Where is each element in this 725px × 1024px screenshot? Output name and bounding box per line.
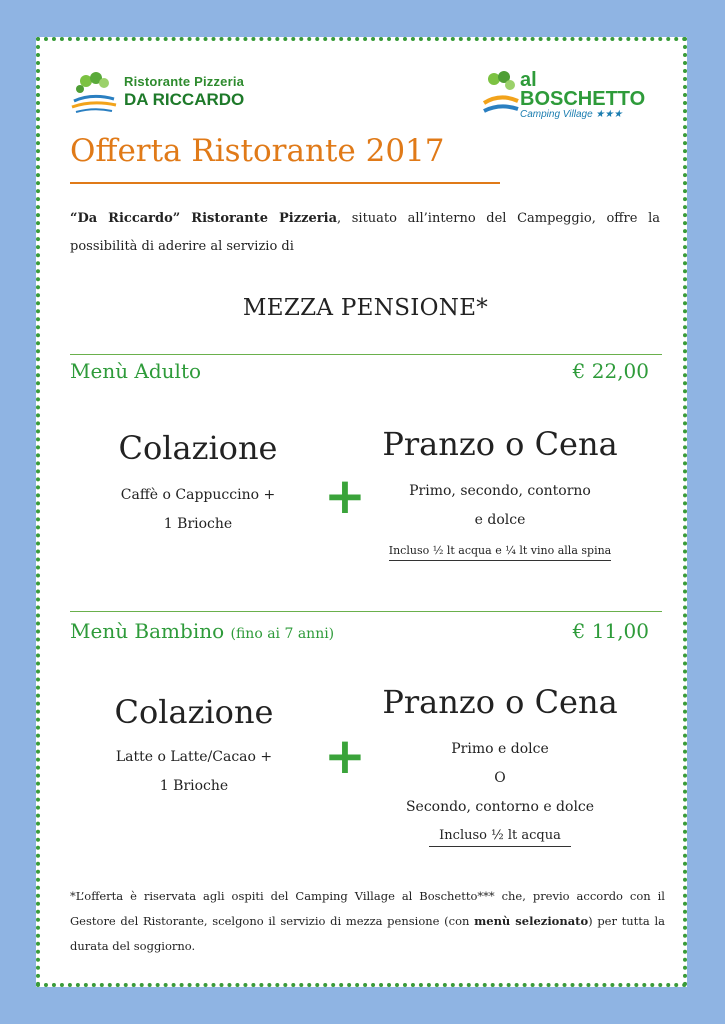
menu-adult-title: Menù Adulto	[70, 359, 202, 383]
footer-text-2: ) per tutta la durata del soggiorno.	[70, 914, 665, 953]
footer-text-1: *L’offerta è riservata agli ospiti del Camping Village al Boschetto*** che, previo accordo con il Gestore del Ristorante, scelgono il servizio di mezza pensione (con	[70, 889, 665, 928]
da-riccardo-logo-text	[124, 74, 244, 110]
logo-left-line1: Ristorante Pizzeria	[124, 74, 245, 89]
menu-child-price: € 11,00	[572, 619, 649, 643]
adult-pranzo-line2: e dolce	[474, 512, 526, 528]
logo-right-line2: BOSCHETTO	[520, 88, 646, 110]
child-pranzo-note: Incluso ½ lt acqua	[429, 828, 571, 847]
child-pranzo-line3: Secondo, contorno e dolce	[405, 799, 595, 815]
child-pranzo-desc	[380, 735, 620, 822]
child-pranzo-title: Pranzo o Cena	[382, 683, 618, 721]
intro-restaurant-name: “Da Riccardo” Ristorante Pizzeria	[70, 211, 337, 226]
adult-colazione-title: Colazione	[118, 429, 278, 467]
adult-plus-icon: +	[324, 467, 366, 525]
child-plus-icon: +	[324, 727, 366, 785]
menu-adult-label	[70, 359, 201, 383]
adult-pranzo-line1: Primo, secondo, contorno	[409, 483, 591, 499]
page-title: Offerta Ristorante 2017	[70, 133, 445, 169]
adult-colazione-desc	[88, 481, 308, 539]
footer-note	[70, 884, 665, 959]
menu-adult-rule	[70, 354, 662, 355]
child-colazione-desc	[84, 743, 304, 801]
offer-page	[36, 37, 687, 987]
child-pranzo-line2: O	[494, 770, 506, 786]
da-riccardo-logo-icon	[68, 71, 120, 115]
footer-bold: menù selezionato	[474, 914, 589, 928]
child-colazione-line2: 1 Brioche	[159, 778, 229, 794]
boschetto-logo-text	[520, 71, 645, 121]
adult-pranzo-desc	[380, 477, 620, 535]
boschetto-logo-icon	[482, 69, 520, 119]
adult-colazione-line2: 1 Brioche	[163, 516, 233, 532]
child-colazione-title: Colazione	[114, 693, 274, 731]
child-colazione-line1: Latte o Latte/Cacao +	[115, 749, 273, 765]
adult-pranzo-note: Incluso ½ lt acqua e ¼ lt vino alla spina	[389, 544, 611, 561]
menu-child-rule	[70, 611, 662, 612]
logo-right-line1: al	[520, 69, 537, 91]
child-pranzo-line1: Primo e dolce	[451, 741, 549, 757]
menu-child-title: Menù Bambino	[70, 619, 225, 643]
logo-right-line3: Camping Village ★★★	[520, 109, 623, 120]
logo-left-line2: DA RICCARDO	[124, 90, 245, 109]
menu-child-label	[70, 619, 334, 643]
menu-child-age: (fino ai 7 anni)	[230, 626, 335, 642]
adult-pranzo-title: Pranzo o Cena	[382, 425, 618, 463]
title-underline	[70, 182, 500, 184]
intro-text: , situato all’interno del Campeggio, offre la possibilità di aderire al servizio di	[70, 211, 660, 254]
menu-adult-price: € 22,00	[572, 359, 649, 383]
adult-colazione-line1: Caffè o Cappuccino +	[120, 487, 276, 503]
service-heading: MEZZA PENSIONE*	[242, 295, 489, 321]
intro-paragraph	[70, 205, 660, 261]
